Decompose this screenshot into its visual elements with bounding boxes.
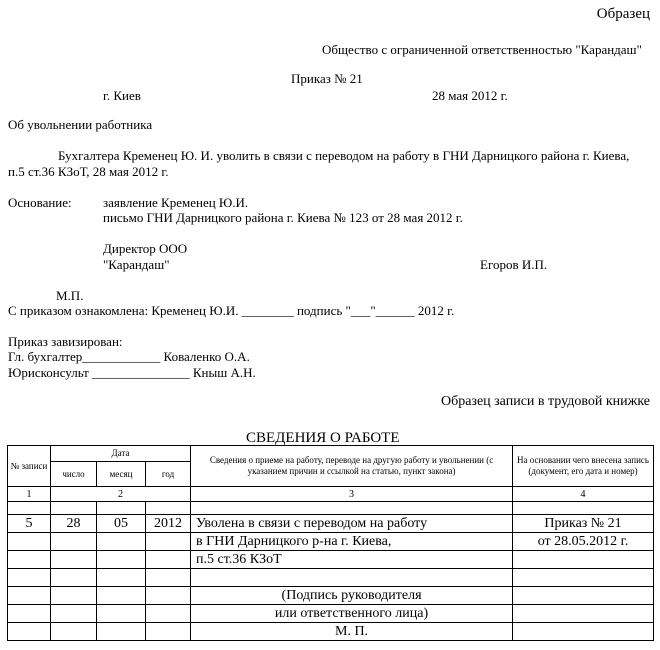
entry-month: 05 bbox=[97, 515, 146, 533]
signature-stamp: М. П. bbox=[191, 623, 513, 641]
order-title: Приказ № 21 bbox=[291, 71, 363, 86]
header-date: Дата bbox=[51, 446, 191, 462]
table-row bbox=[8, 605, 654, 623]
header-year: год bbox=[146, 462, 191, 487]
entry-info-line: п.5 ст.36 КЗоТ bbox=[191, 551, 513, 569]
header-day: число bbox=[51, 462, 97, 487]
table-row bbox=[8, 569, 654, 587]
order-city: г. Киев bbox=[103, 88, 141, 103]
endorsement-lawyer: Юрисконсульт _______________ Кныш А.Н. bbox=[8, 365, 256, 380]
entry-basis-line: от 28.05.2012 г. bbox=[513, 533, 654, 551]
column-number: 1 bbox=[8, 487, 51, 502]
order-subject: Об увольнении работника bbox=[8, 117, 153, 132]
order-body-line-2: п.5 ст.36 КЗоТ, 28 мая 2012 г. bbox=[8, 164, 169, 179]
table-row bbox=[8, 587, 654, 605]
basis-item-2: письмо ГНИ Дарницкого района г. Киева № 123 от 28 мая 2012 г. bbox=[103, 210, 463, 225]
order-body-line-1: Бухгалтера Кременец Ю. И. уволить в связи с переводом на работу в ГНИ Дарницкого района г. Киева, bbox=[58, 148, 630, 163]
sample-record-title: Образец записи в трудовой книжке bbox=[440, 394, 650, 409]
sample-label: Образец bbox=[596, 6, 650, 22]
entry-info-line: Уволена в связи с переводом на работу bbox=[191, 515, 513, 533]
table-row bbox=[8, 623, 654, 641]
column-number: 2 bbox=[51, 487, 191, 502]
work-record-table bbox=[7, 445, 654, 641]
table-row bbox=[8, 502, 654, 515]
company-name: Общество с ограниченной ответственностью "Карандаш" bbox=[322, 42, 642, 57]
entry-basis-line: Приказ № 21 bbox=[513, 515, 654, 533]
column-number-row bbox=[8, 487, 654, 502]
column-number: 4 bbox=[513, 487, 654, 502]
header-record-number: № записи bbox=[8, 446, 51, 487]
signature-line: (Подпись руководителя bbox=[191, 587, 513, 605]
entry-day: 28 bbox=[51, 515, 97, 533]
section-title: СВЕДЕНИЯ О РАБОТЕ bbox=[246, 430, 400, 446]
column-number: 3 bbox=[191, 487, 513, 502]
entry-number: 5 bbox=[8, 515, 51, 533]
director-company: "Карандаш" bbox=[103, 257, 170, 272]
endorsement-accountant: Гл. бухгалтер____________ Коваленко О.А. bbox=[8, 349, 250, 364]
endorsement-title: Приказ завизирован: bbox=[8, 334, 123, 349]
basis-label: Основание: bbox=[8, 195, 72, 210]
stamp-mark: М.П. bbox=[56, 288, 84, 303]
table-row bbox=[8, 515, 654, 533]
basis-item-1: заявление Кременец Ю.И. bbox=[103, 195, 249, 210]
header-month: месяц bbox=[97, 462, 146, 487]
entry-info-line: в ГНИ Дарницкого р-на г. Киева, bbox=[191, 533, 513, 551]
table-row bbox=[8, 551, 654, 569]
header-row-1 bbox=[8, 446, 654, 462]
director-name: Егоров И.П. bbox=[480, 257, 548, 272]
acquaintance-line: С приказом ознакомлена: Кременец Ю.И. ________ подпись "___"______ 2012 г. bbox=[8, 303, 455, 318]
director-title: Директор ООО bbox=[103, 241, 188, 256]
table-row bbox=[8, 533, 654, 551]
order-date: 28 мая 2012 г. bbox=[432, 88, 508, 103]
header-work-info: Сведения о приеме на работу, переводе на другую работу и увольнении (с указанием причин и ссылкой на статью, пункт закона) bbox=[191, 446, 513, 487]
header-basis: На основании чего внесена запись (документ, его дата и номер) bbox=[513, 446, 654, 487]
entry-year: 2012 bbox=[146, 515, 191, 533]
signature-line: или ответственного лица) bbox=[191, 605, 513, 623]
